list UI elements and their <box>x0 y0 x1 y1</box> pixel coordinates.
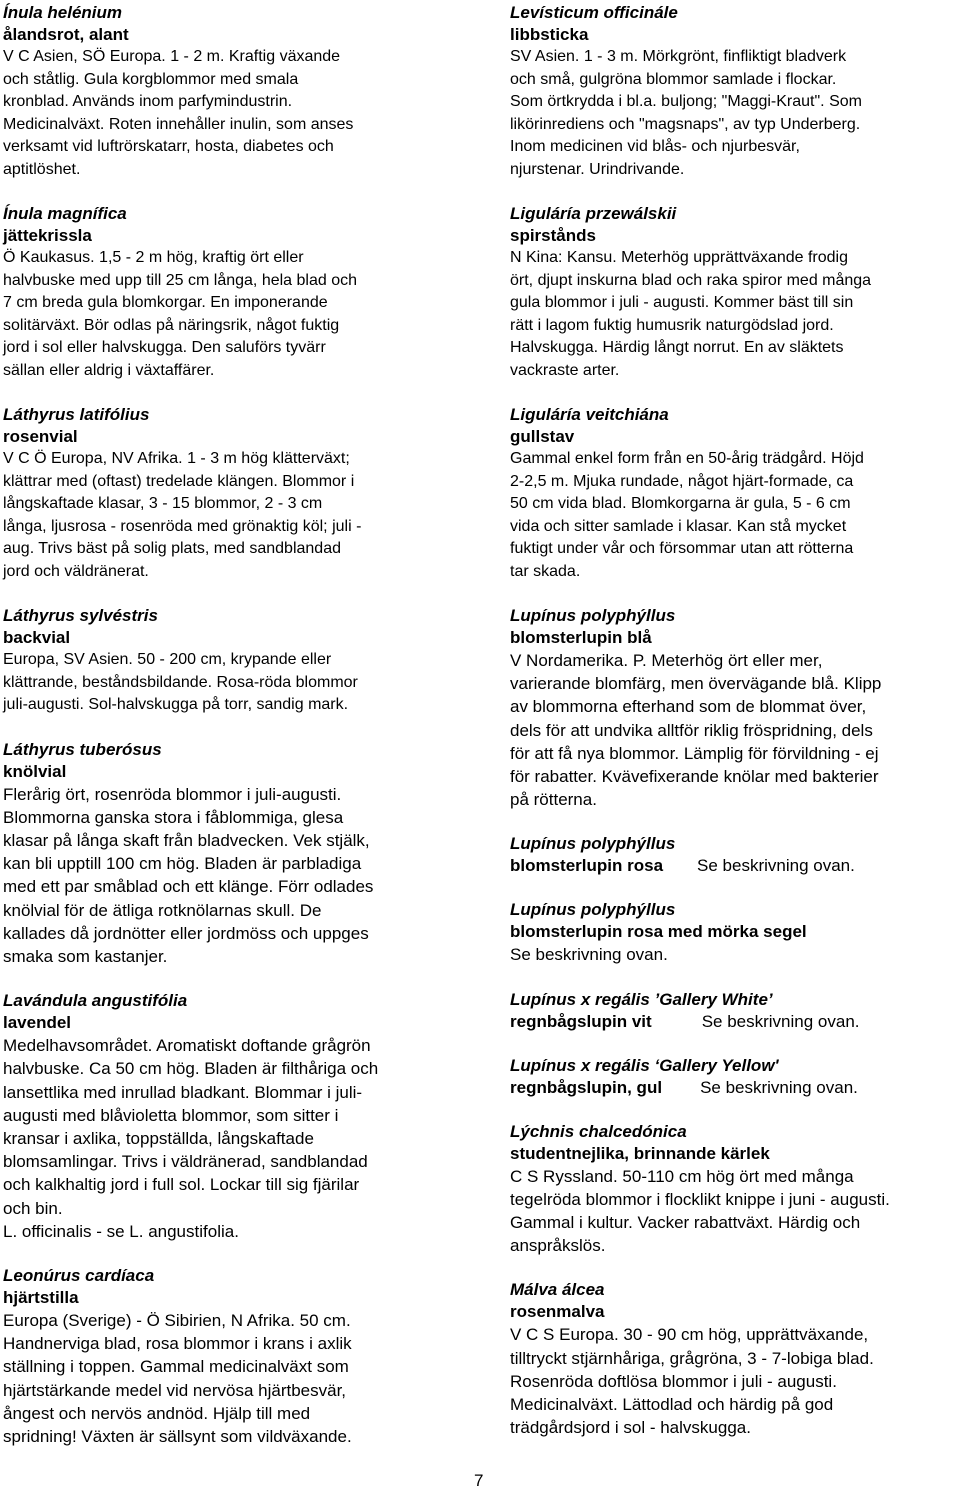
description <box>3 247 455 382</box>
description-line: 50 cm vida blad. Blomkorgarna är gula, 5 - 6 cm <box>510 495 851 512</box>
description-line: halvbuske. Ca 50 cm hög. Bladen är filthåriga och <box>3 1059 379 1079</box>
inline-description: Se beskrivning ovan. <box>701 1011 860 1031</box>
description-line: och ståtlig. Gula korgblommor med smala <box>3 70 299 88</box>
latin-name: Láthyrus tuberósus <box>3 739 162 759</box>
common-name: backvial <box>3 628 71 647</box>
common-name-text: blomsterlupin rosa <box>510 856 664 876</box>
entry-lathyrus-latifolius <box>3 404 455 583</box>
latin-name: Láthyrus latifólius <box>3 405 150 424</box>
description-line: dels för att undvika alltför riklig fröspridning, dels <box>510 720 873 740</box>
description-line: Handnerviga blad, rosa blommor i krans i axlik <box>3 1334 352 1354</box>
description-line: Gammal i kultur. Vacker rabattväxt. Härdig och <box>510 1213 861 1233</box>
latin-name: Levísticum officinále <box>510 3 678 22</box>
entry-lupinus-polyphyllus-rosa-segel <box>510 899 958 966</box>
latin-name: Lupínus x regális ‘Gallery Yellow' <box>510 1055 779 1075</box>
description-line: sällan eller aldrig i växtaffärer. <box>3 361 215 379</box>
common-name: gullstav <box>510 427 575 446</box>
entry-lupinus-polyphyllus-bla <box>510 605 958 811</box>
latin-name: Lýchnis chalcedónica <box>510 1121 687 1141</box>
description-line: L. officinalis - se L. angustifolia. <box>3 1221 239 1241</box>
description-line: Europa (Sverige) - Ö Sibirien, N Afrika. 50 cm. <box>3 1310 351 1330</box>
description-line: gula blommor i juli - augusti. Kommer bäst till sin <box>510 294 854 311</box>
description-line: verksamt vid luftrörskatarr, hosta, diabetes och <box>3 138 334 155</box>
common-name: studentnejlika, brinnande kärlek <box>510 1143 770 1163</box>
description-line: aug. Trivs bäst på solig plats, med sandblandad <box>3 540 341 557</box>
description-line: av blommorna efterhand som de blommat över, <box>510 697 867 717</box>
entry-lupinus-regalis-yellow <box>510 1055 958 1099</box>
description-line: halvbuske med upp till 25 cm långa, hela blad och <box>3 271 357 289</box>
description-line: Gammal enkel form från en 50-årig trädgård. Höjd <box>510 450 864 467</box>
latin-name: Málva álcea <box>510 1280 605 1300</box>
description-line: tilltryckt stjärnhåriga, grågröna, 3 - 7-lobiga blad. <box>510 1348 874 1368</box>
latin-name: Lavándula angustifólia <box>3 991 188 1011</box>
common-name-text: regnbågslupin vit <box>510 1011 652 1031</box>
entry-lathyrus-sylvestris <box>3 605 455 717</box>
common-name <box>510 1011 958 1033</box>
description <box>510 46 958 181</box>
description-line: Inom medicinen vid blås- och njurbesvär, <box>510 138 800 155</box>
description-line: långa, ljusrosa - rosenröda med grönaktig köl; juli - <box>3 517 362 535</box>
description <box>3 448 455 583</box>
description <box>510 247 958 382</box>
description-line: 2-2,5 m. Mjuka rundade, något hjärt-formade, ca <box>510 472 854 490</box>
description-line: klättrande, beståndsbildande. Rosa-röda blommor <box>3 673 358 691</box>
description-line: blomsamlingar. Trivs i väldränerad, sandblandad <box>3 1152 368 1172</box>
entry-levisticum-officinale <box>510 2 958 181</box>
description-line: N Kina: Kansu. Meterhög upprättväxande frodig <box>510 249 848 266</box>
common-name: libbsticka <box>510 25 589 44</box>
description-line: rätt i lagom fuktig humusrik naturgödslad jord. <box>510 316 834 334</box>
common-name: jättekrissla <box>3 226 92 245</box>
description-line: jord i sol eller halvskugga. Den saluförs tyvärr <box>3 339 326 356</box>
left-column <box>3 2 455 1448</box>
description-line: fuktigt under vår och försommar utan att rötterna <box>510 540 854 557</box>
entry-lupinus-regalis-white <box>510 989 958 1033</box>
latin-name: Leonúrus cardíaca <box>3 1265 155 1285</box>
entry-lavandula-angustifolia <box>3 990 455 1243</box>
description-line: knölvial för de ätliga rotknölarnas skull. De <box>3 900 322 920</box>
common-name <box>510 855 958 877</box>
common-name: blomsterlupin blå <box>510 628 652 647</box>
entry-lupinus-polyphyllus-rosa <box>510 833 958 877</box>
description-line: Blommorna ganska stora i fåblommiga, glesa <box>3 807 344 827</box>
description <box>3 1034 455 1243</box>
description <box>3 1309 455 1448</box>
description <box>510 943 958 966</box>
entry-lychnis-chalcedonica <box>510 1121 958 1258</box>
description-line: för att få nya blommor. Lämplig för förvildning - ej <box>510 743 879 763</box>
description-line: klasar på långa skaft från bladvecken. Vek stjälk, <box>3 830 370 850</box>
common-name <box>510 1077 958 1099</box>
description-line: Medicinalväxt. Lättodlad och härdig på god <box>510 1395 834 1415</box>
description <box>510 1323 958 1439</box>
description-line: V Nordamerika. P. Meterhög ört eller mer, <box>510 651 823 670</box>
entry-inula-helenium <box>3 2 455 181</box>
description-line: juli-augusti. Sol-halvskugga på torr, sandig mark. <box>3 696 349 713</box>
description-line: likörinrediens och "magsnaps", av typ Underberg. <box>510 115 861 133</box>
description-line: kallades då jordnötter eller jordmöss och uppges <box>3 923 369 943</box>
description-line: jord och väldränerat. <box>3 562 149 580</box>
description-line: V C Ö Europa, NV Afrika. 1 - 3 m hög klätterväxt; <box>3 450 350 467</box>
entry-lathyrus-tuberosus <box>3 739 455 969</box>
common-name: ålandsrot, alant <box>3 25 129 44</box>
description-line: tegelröda blommor i flocklikt knippe i juni - augusti. <box>510 1189 890 1209</box>
description-line: njurstenar. Urindrivande. <box>510 160 685 178</box>
description-line: Ö Kaukasus. 1,5 - 2 m hög, kraftig ört eller <box>3 249 304 266</box>
latin-name: Lupínus x regális ’Gallery White’ <box>510 989 773 1009</box>
description-line: klättrar med (oftast) tredelade klängen. Blommor i <box>3 472 355 490</box>
description-line: C S Ryssland. 50-110 cm hög ört med många <box>510 1166 854 1186</box>
common-name: blomsterlupin rosa med mörka segel <box>510 922 807 942</box>
description-line: ört, djupt inskurna blad och raka spiror med många <box>510 271 872 289</box>
common-name: spirstånds <box>510 226 596 245</box>
description-line: hjärtstärkande medel vid nervösa hjärtbesvär, <box>3 1380 347 1400</box>
description-line: på rötterna. <box>510 790 597 810</box>
description-line: Flerårig ört, rosenröda blommor i juli-augusti. <box>3 784 342 804</box>
description-line: aptitlöshet. <box>3 160 81 178</box>
description-line: kransar i axlika, toppställda, långskaftade <box>3 1128 314 1148</box>
description <box>3 46 455 181</box>
common-name: rosenmalva <box>510 1302 605 1322</box>
page-number: 7 <box>474 1471 484 1490</box>
description-line: Som örtkrydda i bl.a. buljong; "Maggi-Kraut". Som <box>510 93 862 110</box>
entry-malva-alcea <box>510 1279 958 1439</box>
inline-description: Se beskrivning ovan. <box>697 856 855 876</box>
description-line: Halvskugga. Härdig långt norrut. En av släktets <box>510 339 844 356</box>
description-line: Rosenröda doftlösa blommor i juli - augusti. <box>510 1371 837 1391</box>
description-line: V C Asien, SÖ Europa. 1 - 2 m. Kraftig växande <box>3 48 341 65</box>
description-line: ställning i toppen. Gammal medicinalväxt som <box>3 1357 349 1377</box>
description-line: vida och sitter samlade i klasar. Kan stå mycket <box>510 517 847 535</box>
description-line: smaka som kastanjer. <box>3 946 168 966</box>
description-line: Medicinalväxt. Roten innehåller inulin, som anses <box>3 115 354 133</box>
description-line: solitärväxt. Bör odlas på näringsrik, något fuktig <box>3 316 340 334</box>
description-line: och kalkhaltig jord i full sol. Lockar till sig fjärilar <box>3 1175 360 1195</box>
latin-name: Lupínus polyphýllus <box>510 606 676 625</box>
description-line: ångest och nervös andnöd. Hjälp till med <box>3 1403 311 1423</box>
latin-name: Ínula magnífica <box>3 204 127 223</box>
description-line: trädgårdsjord i sol - halvskugga. <box>510 1418 751 1438</box>
latin-name: Liguláría veitchiána <box>510 405 669 424</box>
description <box>3 649 455 717</box>
right-column <box>510 2 958 1439</box>
description-line: lansettlika med inrullad bladkant. Blommar i juli- <box>3 1082 363 1102</box>
description-line: kan bli upptill 100 cm hög. Bladen är parbladiga <box>3 854 362 874</box>
description-line: kronblad. Används inom parfymindustrin. <box>3 93 293 110</box>
description-line: 7 cm breda gula blomkorgar. En imponerande <box>3 294 328 311</box>
description-line: och små, gulgröna blommor samlade i flockar. <box>510 70 837 88</box>
entry-leonurus-cardiaca <box>3 1265 455 1448</box>
description-line: med ett par småblad och ett klänge. Förr odlades <box>3 877 374 897</box>
entry-ligularia-veitchiana <box>510 404 958 583</box>
latin-name: Lupínus polyphýllus <box>510 834 676 854</box>
description <box>510 649 958 811</box>
common-name: hjärtstilla <box>3 1287 79 1307</box>
description-line: för rabatter. Kvävefixerande knölar med bakterier <box>510 767 879 787</box>
description-line: V C S Europa. 30 - 90 cm hög, upprättväxande, <box>510 1325 869 1345</box>
description-line: Medelhavsområdet. Aromatiskt doftande grågrön <box>3 1036 371 1056</box>
description-line: och bin. <box>3 1198 63 1218</box>
common-name: lavendel <box>3 1013 72 1033</box>
common-name-text: regnbågslupin, gul <box>510 1077 663 1097</box>
inline-description: Se beskrivning ovan. <box>700 1077 858 1097</box>
description-line: anspråkslös. <box>510 1236 606 1256</box>
description-line: Europa, SV Asien. 50 - 200 cm, krypande eller <box>3 651 332 668</box>
entry-inula-magnifica <box>3 203 455 382</box>
description-line: tar skada. <box>510 562 581 580</box>
latin-name: Láthyrus sylvéstris <box>3 606 158 625</box>
description-line: SV Asien. 1 - 3 m. Mörkgrönt, finfliktigt bladverk <box>510 48 847 65</box>
description-line: varierande blomfärg, men övervägande blå. Klipp <box>510 674 882 694</box>
latin-name: Lupínus polyphýllus <box>510 900 676 920</box>
description-line: vackraste arter. <box>510 361 620 379</box>
common-name: knölvial <box>3 761 67 781</box>
latin-name: Liguláría przewálskii <box>510 204 677 223</box>
common-name: rosenvial <box>3 427 78 446</box>
latin-name: Ínula helénium <box>3 3 123 22</box>
description-line: långskaftade klasar, 3 - 15 blommor, 2 - 3 cm <box>3 495 323 512</box>
description-line: spridning! Växten är sällsynt som vildväxande. <box>3 1426 352 1446</box>
entry-ligularia-przewalskii <box>510 203 958 382</box>
description <box>510 448 958 583</box>
description-line: augusti med blåvioletta blommor, som sitter i <box>3 1105 339 1125</box>
description <box>3 783 455 969</box>
description <box>510 1165 958 1258</box>
description-line: Se beskrivning ovan. <box>510 945 668 965</box>
